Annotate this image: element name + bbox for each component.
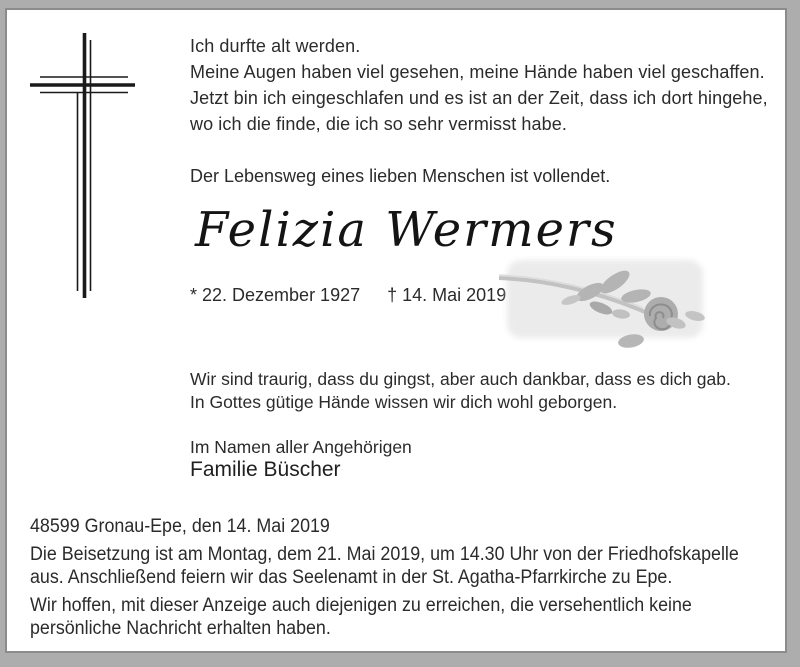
closing-line: persönliche Nachricht erhalten haben. xyxy=(30,618,331,639)
opening-verse xyxy=(190,33,768,137)
birth-date: * 22. Dezember 1927 xyxy=(190,285,361,305)
verse-line: Ich durfte alt werden. xyxy=(190,36,361,56)
mourners-intro: Im Namen aller Angehörigen xyxy=(190,437,412,457)
condolence-line: Wir sind traurig, dass du gingst, aber auch dankbar, dass es dich gab. xyxy=(190,369,731,389)
funeral-line: aus. Anschließend feiern wir das Seelenamt in der St. Agatha-Pfarrkirche zu Epe. xyxy=(30,567,673,588)
mourners-family-name: Familie Büscher xyxy=(190,458,341,481)
deceased-name: Felizia Wermers xyxy=(195,202,618,258)
verse-line: Jetzt bin ich eingeschlafen und es ist an der Zeit, dass ich dort hingehe, xyxy=(190,88,768,108)
funeral-line: Die Beisetzung ist am Montag, dem 21. Mai 2019, um 14.30 Uhr von der Friedhofskapelle xyxy=(30,544,739,565)
closing-note xyxy=(30,594,692,640)
completion-line: Der Lebensweg eines lieben Menschen ist vollendet. xyxy=(190,166,611,186)
verse-line: wo ich die finde, die ich so sehr vermisst habe. xyxy=(190,114,567,134)
funeral-details xyxy=(30,543,739,589)
rose-image xyxy=(493,252,721,354)
closing-line: Wir hoffen, mit dieser Anzeige auch diejenigen zu erreichen, die versehentlich keine xyxy=(30,595,692,616)
condolence-text xyxy=(190,368,731,414)
verse-line: Meine Augen haben viel gesehen, meine Hände haben viel geschaffen. xyxy=(190,62,765,82)
condolence-line: In Gottes gütige Hände wissen wir dich wohl geborgen. xyxy=(190,392,618,412)
life-dates xyxy=(190,285,506,306)
place-date-line: 48599 Gronau-Epe, den 14. Mai 2019 xyxy=(30,516,330,537)
memorial-cross-icon xyxy=(25,26,150,306)
death-date: † 14. Mai 2019 xyxy=(387,285,507,305)
